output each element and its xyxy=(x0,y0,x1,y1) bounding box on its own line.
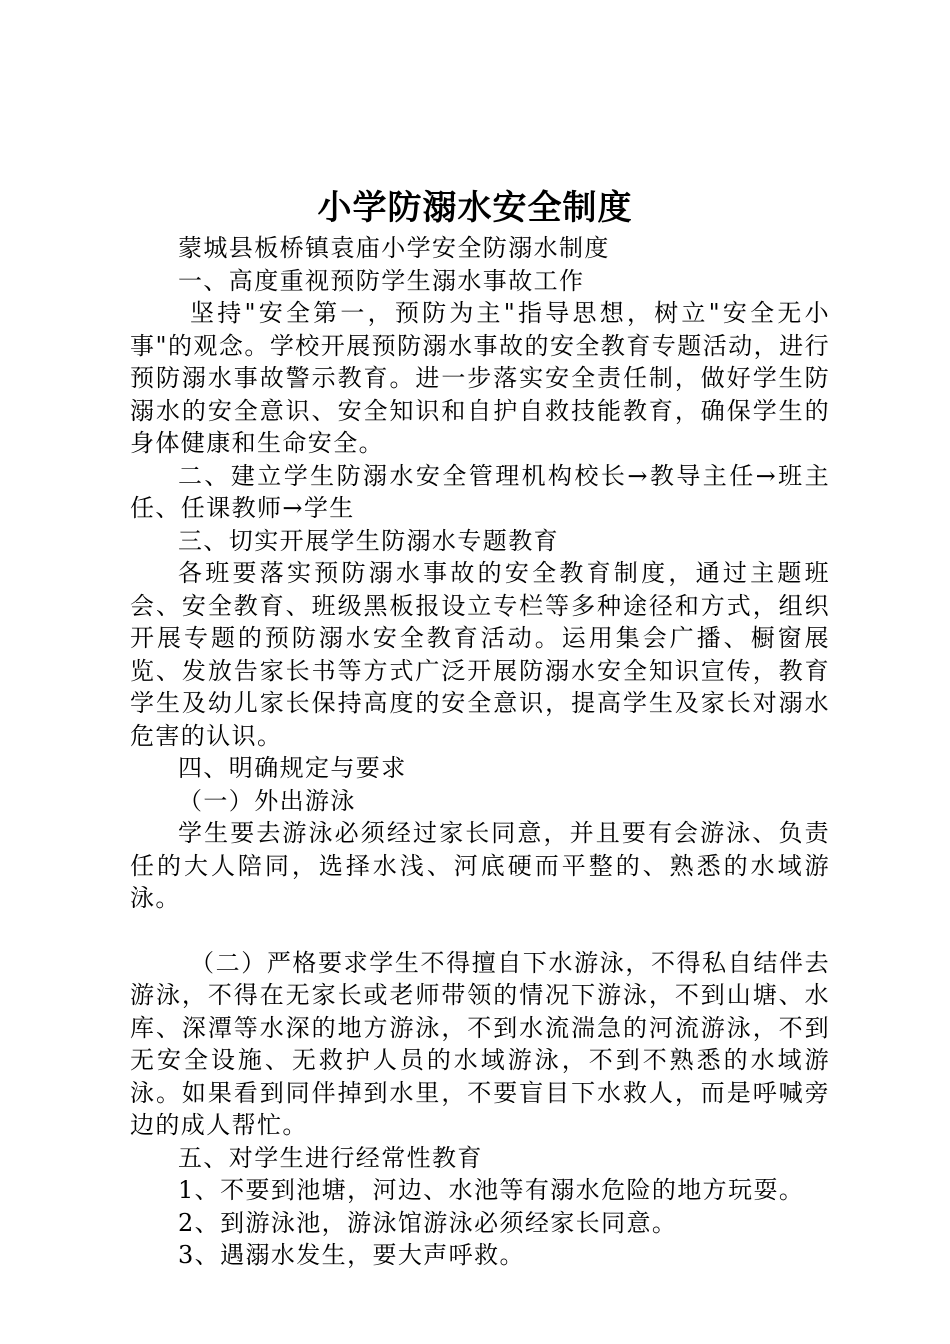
school-heading: 蒙城县板桥镇袁庙小学安全防溺水制度 xyxy=(178,234,610,262)
subsection-heading-1: （一）外出游泳 xyxy=(178,786,356,815)
section-1-body: 坚持"安全第一，预防为主"指导思想，树立"安全无小事"的观念。学校开展预防溺水事故的安全教育专题活动，进行预防溺水事故警示教育。进一步落实安全责任制，做好学生防溺水的安全意识、安全知识和自护自救技能教育，确保学生的身体健康和生命安全。 xyxy=(130,299,830,457)
document-title: 小学防溺水安全制度 xyxy=(317,188,633,228)
list-item: 1、不要到池塘，河边、水池等有溺水危险的地方玩耍。 xyxy=(178,1176,805,1204)
section-heading-2: 二、建立学生防溺水安全管理机构校长→教导主任→班主任、任课教师→学生 xyxy=(130,461,830,522)
section-heading-5: 五、对学生进行经常性教育 xyxy=(178,1143,483,1172)
subsection-2-body: （二）严格要求学生不得擅自下水游泳，不得私自结伴去游泳，不得在无家长或老师带领的情况下游泳，不到山塘、水库、深潭等水深的地方游泳，不到水流湍急的河流游泳，不到无安全设施、无救护人员的水域游泳，不到不熟悉的水域游泳。如果看到同伴掉到水里，不要盲目下水救人，而是呼喊旁边的成人帮忙。 xyxy=(130,948,830,1139)
subsection-1-body: 学生要去游泳必须经过家长同意，并且要有会游泳、负责任的大人陪同，选择水浅、河底硬而平整的、熟悉的水域游泳。 xyxy=(130,819,830,912)
section-heading-3: 三、切实开展学生防溺水专题教育 xyxy=(178,526,559,555)
list-item: 3、遇溺水发生，要大声呼救。 xyxy=(178,1241,525,1269)
section-heading-4: 四、明确规定与要求 xyxy=(178,754,407,782)
section-heading-1: 一、高度重视预防学生溺水事故工作 xyxy=(178,266,585,295)
section-3-body: 各班要落实预防溺水事故的安全教育制度，通过主题班会、安全教育、班级黑板报设立专栏等多种途径和方式，组织开展专题的预防溺水安全教育活动。运用集会广播、橱窗展览、发放告家长书等方式广泛开展防溺水安全知识宣传，教育学生及幼儿家长保持高度的安全意识，提高学生及家长对溺水危害的认识。 xyxy=(130,559,830,750)
list-item: 2、到游泳池，游泳馆游泳必须经家长同意。 xyxy=(178,1208,678,1237)
document-body xyxy=(130,232,830,1272)
